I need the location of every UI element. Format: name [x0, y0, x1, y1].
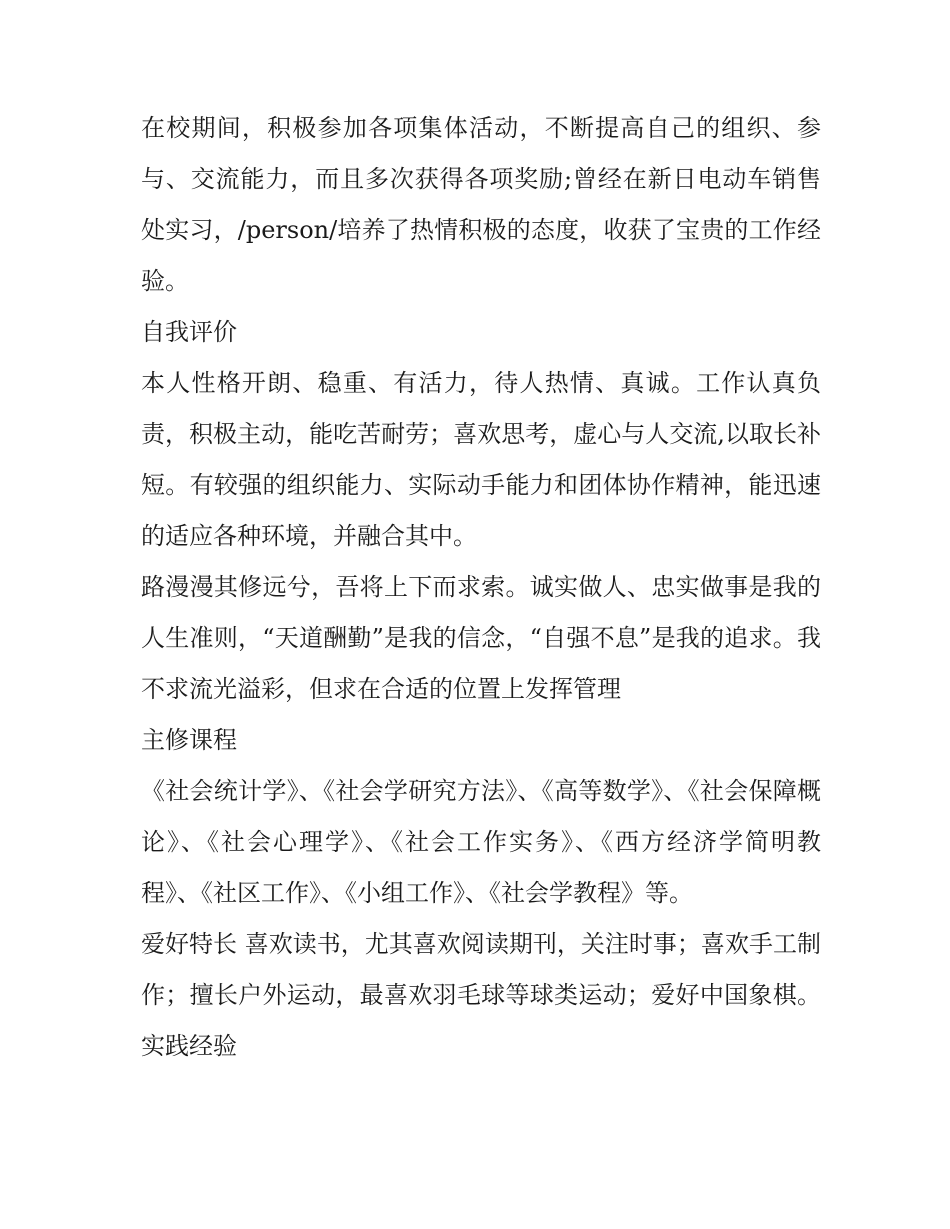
- paragraph-hobbies: 爱好特长 喜欢读书，尤其喜欢阅读期刊，关注时事；喜欢手工制作；擅长户外运动，最喜欢羽毛球等球类运动；爱好中国象棋。 实践经验: [141, 930, 821, 1060]
- paragraph-campus-activities: 在校期间，积极参加各项集体活动，不断提高自己的组织、参与、交流能力，而且多次获得各项奖励;曾经在新日电动车销售处实习，/person/培养了热情积极的态度，收获了宝贵的工作经验。: [141, 114, 821, 295]
- heading-major-courses: 主修课程: [141, 726, 237, 754]
- paragraph-course-list: 《社会统计学》、《社会学研究方法》、《高等数学》、《社会保障概论》、《社会心理学》、《社会工作实务》、《西方经济学简明教程》、《社区工作》、《小组工作》、《社会学教程》等。: [141, 777, 821, 907]
- document-body: [141, 103, 821, 1072]
- paragraph-self-evaluation: 本人性格开朗、稳重、有活力，待人热情、真诚。工作认真负责，积极主动，能吃苦耐劳；喜欢思考，虚心与人交流,以取长补短。有较强的组织能力、实际动手能力和团体协作精神，能迅速的适应各种环境，并融合其中。: [141, 369, 821, 550]
- paragraph-life-motto: 路漫漫其修远兮，吾将上下而求索。诚实做人、忠实做事是我的人生准则，“天道酬勤”是我的信念，“自强不息”是我的追求。我不求流光溢彩，但求在合适的位置上发挥管理: [141, 573, 821, 703]
- heading-self-evaluation: 自我评价: [141, 318, 237, 346]
